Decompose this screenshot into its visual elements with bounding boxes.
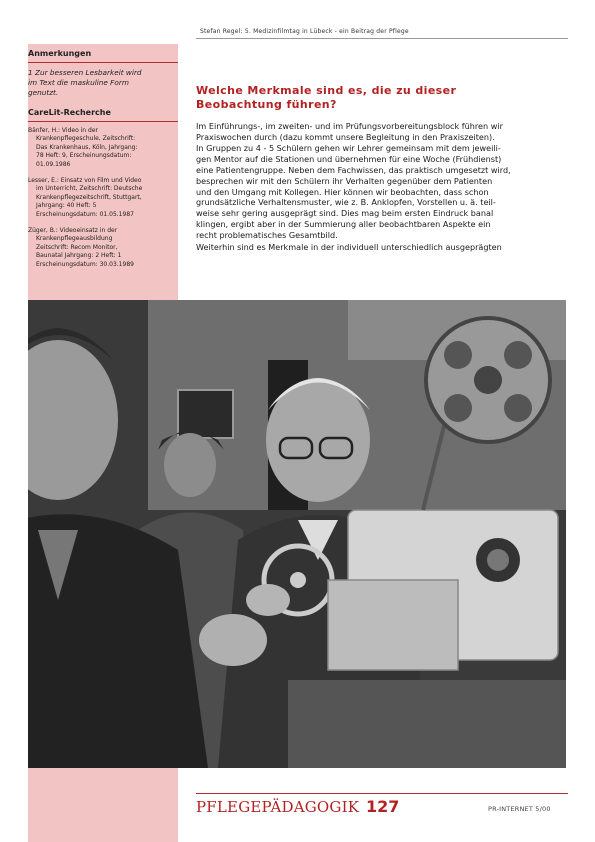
reference-line: Baunatal Jahrgang: 2 Heft: 1 bbox=[36, 252, 122, 260]
footnote-line: genutzt. bbox=[28, 88, 59, 97]
headline-line: Beobachtung führen? bbox=[196, 98, 337, 112]
reference-line: Züger, B.: Videoeinsatz in der bbox=[28, 227, 118, 235]
elderly-man-hand bbox=[246, 584, 290, 616]
text-line: recht problematisches Gesamtbild. bbox=[196, 229, 338, 240]
photo-illustration bbox=[28, 300, 566, 768]
text-line: Im Einführungs-, im zweiten- und im Prüfungsvorbereitungsblock führen wir bbox=[196, 120, 503, 131]
reference-line: im Unterricht, Zeitschrift: Deutsche bbox=[36, 185, 143, 193]
reference-line: Bänfer, H.: Video in der bbox=[28, 127, 98, 134]
text-line: gen Mentor auf die Stationen und übernehmen für eine Woche (Frühdienst) bbox=[196, 154, 502, 165]
projector-lens-glass bbox=[487, 549, 509, 571]
text-line: Praxiswochen durch (dazu kommt unsere Begleitung in den Praxiszeiten). bbox=[196, 131, 495, 142]
projector-reel-hole bbox=[444, 394, 472, 422]
notes-rule bbox=[28, 62, 178, 63]
notes-heading: Anmerkungen bbox=[28, 49, 92, 58]
reference-line: Zeitschrift: Recom Monitor, bbox=[36, 243, 118, 251]
text-line: eine Patientengruppe. Neben dem Fachwissen, das praktisch umgesetzt wird, bbox=[196, 165, 511, 175]
reference-item bbox=[28, 227, 178, 269]
research-rule bbox=[28, 121, 178, 122]
footer-rule bbox=[196, 793, 568, 794]
text-line: In Gruppen zu 4 - 5 Schülern gehen wir Lehrer gemeinsam mit dem jeweili- bbox=[196, 143, 501, 154]
reference-line: Jahrgang: 40 Heft: 5 bbox=[36, 202, 97, 210]
headline-line: Welche Merkmale sind es, die zu dieser bbox=[196, 84, 457, 97]
woman-head bbox=[164, 433, 216, 497]
journal-name: PFLEGEPÄDAGOGIK bbox=[196, 798, 360, 816]
reference-line: Lesser, E.: Einsatz von Film und Video bbox=[28, 177, 142, 185]
projector-lens-housing bbox=[328, 580, 458, 670]
reference-item bbox=[28, 127, 178, 169]
reference-line: Krankenpflegeausbildung bbox=[36, 235, 113, 243]
sidebar-bottom-band bbox=[28, 768, 178, 842]
reference-line: 01.09.1986 bbox=[36, 160, 71, 168]
text-line: klingen, ergibt aber in der Summierung aller beobachtbaren Aspekte ein bbox=[196, 218, 491, 229]
reference-line: Erscheinungsdatum: 30.03.1989 bbox=[36, 260, 134, 268]
article-paragraph bbox=[196, 121, 568, 143]
reference-line: Das Krankenhaus, Köln, Jahrgang: bbox=[36, 143, 138, 151]
reference-line: Krankenpflegeschule, Zeitschrift: bbox=[36, 135, 136, 143]
footnote bbox=[28, 68, 178, 98]
text-line: grundsätzliche Verhaltensmuster, wie z. B. Anklopfen, Vorstellen u. ä. teil- bbox=[196, 197, 496, 208]
article-paragraph bbox=[196, 242, 568, 253]
table-surface bbox=[288, 680, 566, 768]
research-heading: CareLit-Recherche bbox=[28, 108, 111, 117]
footnote-line: 1 Zur besseren Lesbarkeit wird bbox=[28, 68, 142, 77]
text-line: besprechen wir mit den Schülern ihr Verhalten gegenüber dem Patienten bbox=[196, 175, 493, 186]
article bbox=[196, 84, 568, 252]
footnote-line: im Text die maskuline Form bbox=[28, 78, 129, 87]
foreground-man-hands bbox=[199, 614, 267, 666]
projector-reel-hub bbox=[474, 366, 502, 394]
text-line: und den Umgang mit Kollegen. Hier können wir beobachten, dass schon bbox=[196, 186, 489, 197]
projector-reel-hole bbox=[504, 341, 532, 369]
article-photo bbox=[28, 300, 566, 768]
text-line: weise sehr gering ausgeprägt sind. Dies mag beim ersten Eindruck banal bbox=[196, 208, 494, 219]
reference-line: Krankenpflegezeitschrift, Stuttgart, bbox=[36, 193, 142, 201]
page-number: 127 bbox=[366, 797, 400, 816]
projector-reel-hole bbox=[444, 341, 472, 369]
issue-label: PR-INTERNET 5/00 bbox=[488, 805, 551, 813]
hand-film-reel-hub bbox=[290, 572, 306, 588]
running-head: Stefan Regel: 5. Medizinfilmtag in Lübeck - ein Beitrag der Pflege bbox=[200, 28, 409, 35]
reference-item bbox=[28, 177, 178, 219]
article-headline bbox=[196, 84, 568, 113]
article-paragraph bbox=[196, 143, 568, 240]
reference-line: 78 Heft: 9, Erscheinungsdatum: bbox=[36, 152, 132, 160]
reference-line: Erscheinungsdatum: 01.05.1987 bbox=[36, 210, 134, 218]
projector-reel-hole bbox=[504, 394, 532, 422]
sidebar bbox=[28, 44, 178, 300]
text-line: Weiterhin sind es Merkmale in der individuell unterschiedlich ausgeprägten bbox=[196, 241, 502, 252]
running-head-rule bbox=[196, 38, 568, 39]
